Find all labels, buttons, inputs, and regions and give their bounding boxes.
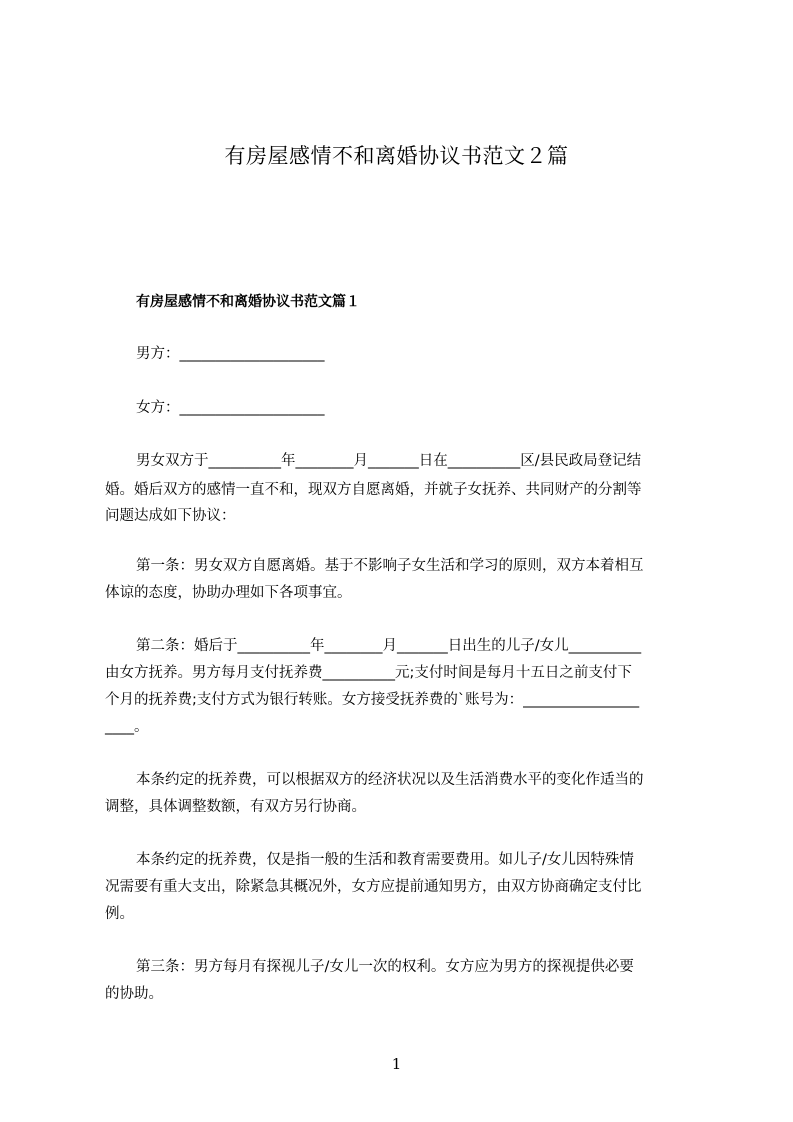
paragraph-line: 本条约定的抚养费，可以根据双方的经济状况以及生活消费水平的变化作适当的 bbox=[136, 772, 644, 788]
paragraph-line: 第一条：男女双方自愿离婚。基于不影响子女生活和学习的原则，双方本着相互 bbox=[136, 558, 644, 574]
paragraph-line: 婚。婚后双方的感情一直不和，现双方自愿离婚，并就子女抚养、共同财产的分割等 bbox=[105, 482, 642, 498]
paragraph-line: 调整，具体调整数额，有双方另行协商。 bbox=[105, 799, 366, 815]
paragraph-line: 况需要有重大支出，除紧急其概况外，女方应提前通知男方，由双方协商确定支付比 bbox=[105, 879, 642, 895]
paragraph-line: 的协助。 bbox=[105, 986, 163, 1002]
paragraph-line: 本条约定的抚养费，仅是指一般的生活和教育需要费用。如儿子/女儿因特殊情 bbox=[136, 852, 634, 868]
document-title: 有房屋感情不和离婚协议书范文２篇 bbox=[224, 144, 569, 168]
paragraph-line: 问题达成如下协议： bbox=[105, 508, 236, 524]
wife-field-line: 女方：____________________ bbox=[136, 400, 325, 416]
husband-field-line: 男方：____________________ bbox=[136, 346, 325, 362]
paragraph-line: 第二条：婚后于__________年________月_______日出生的儿子/女儿__________ bbox=[136, 638, 642, 654]
paragraph-line: 个月的抚养费;支付方式为银行转账。女方接受抚养费的`账号为：________________ bbox=[105, 692, 640, 708]
paragraph-line: 例。 bbox=[105, 906, 134, 922]
paragraph-line: 体谅的态度，协助办理如下各项事宜。 bbox=[105, 585, 352, 601]
paragraph-line: 男女双方于__________年________月_______日在__________区/县民政局登记结 bbox=[136, 453, 642, 469]
paragraph-line: 第三条：男方每月有探视儿子/女儿一次的权利。女方应为男方的探视提供必要 bbox=[136, 959, 634, 975]
paragraph-line: ____。 bbox=[105, 719, 149, 735]
page-number: 1 bbox=[391, 1055, 402, 1073]
section-heading: 有房屋感情不和离婚协议书范文篇１ bbox=[136, 294, 360, 310]
paragraph-line: 由女方抚养。男方每月支付抚养费__________元;支付时间是每月十五日之前支付下 bbox=[105, 665, 632, 681]
